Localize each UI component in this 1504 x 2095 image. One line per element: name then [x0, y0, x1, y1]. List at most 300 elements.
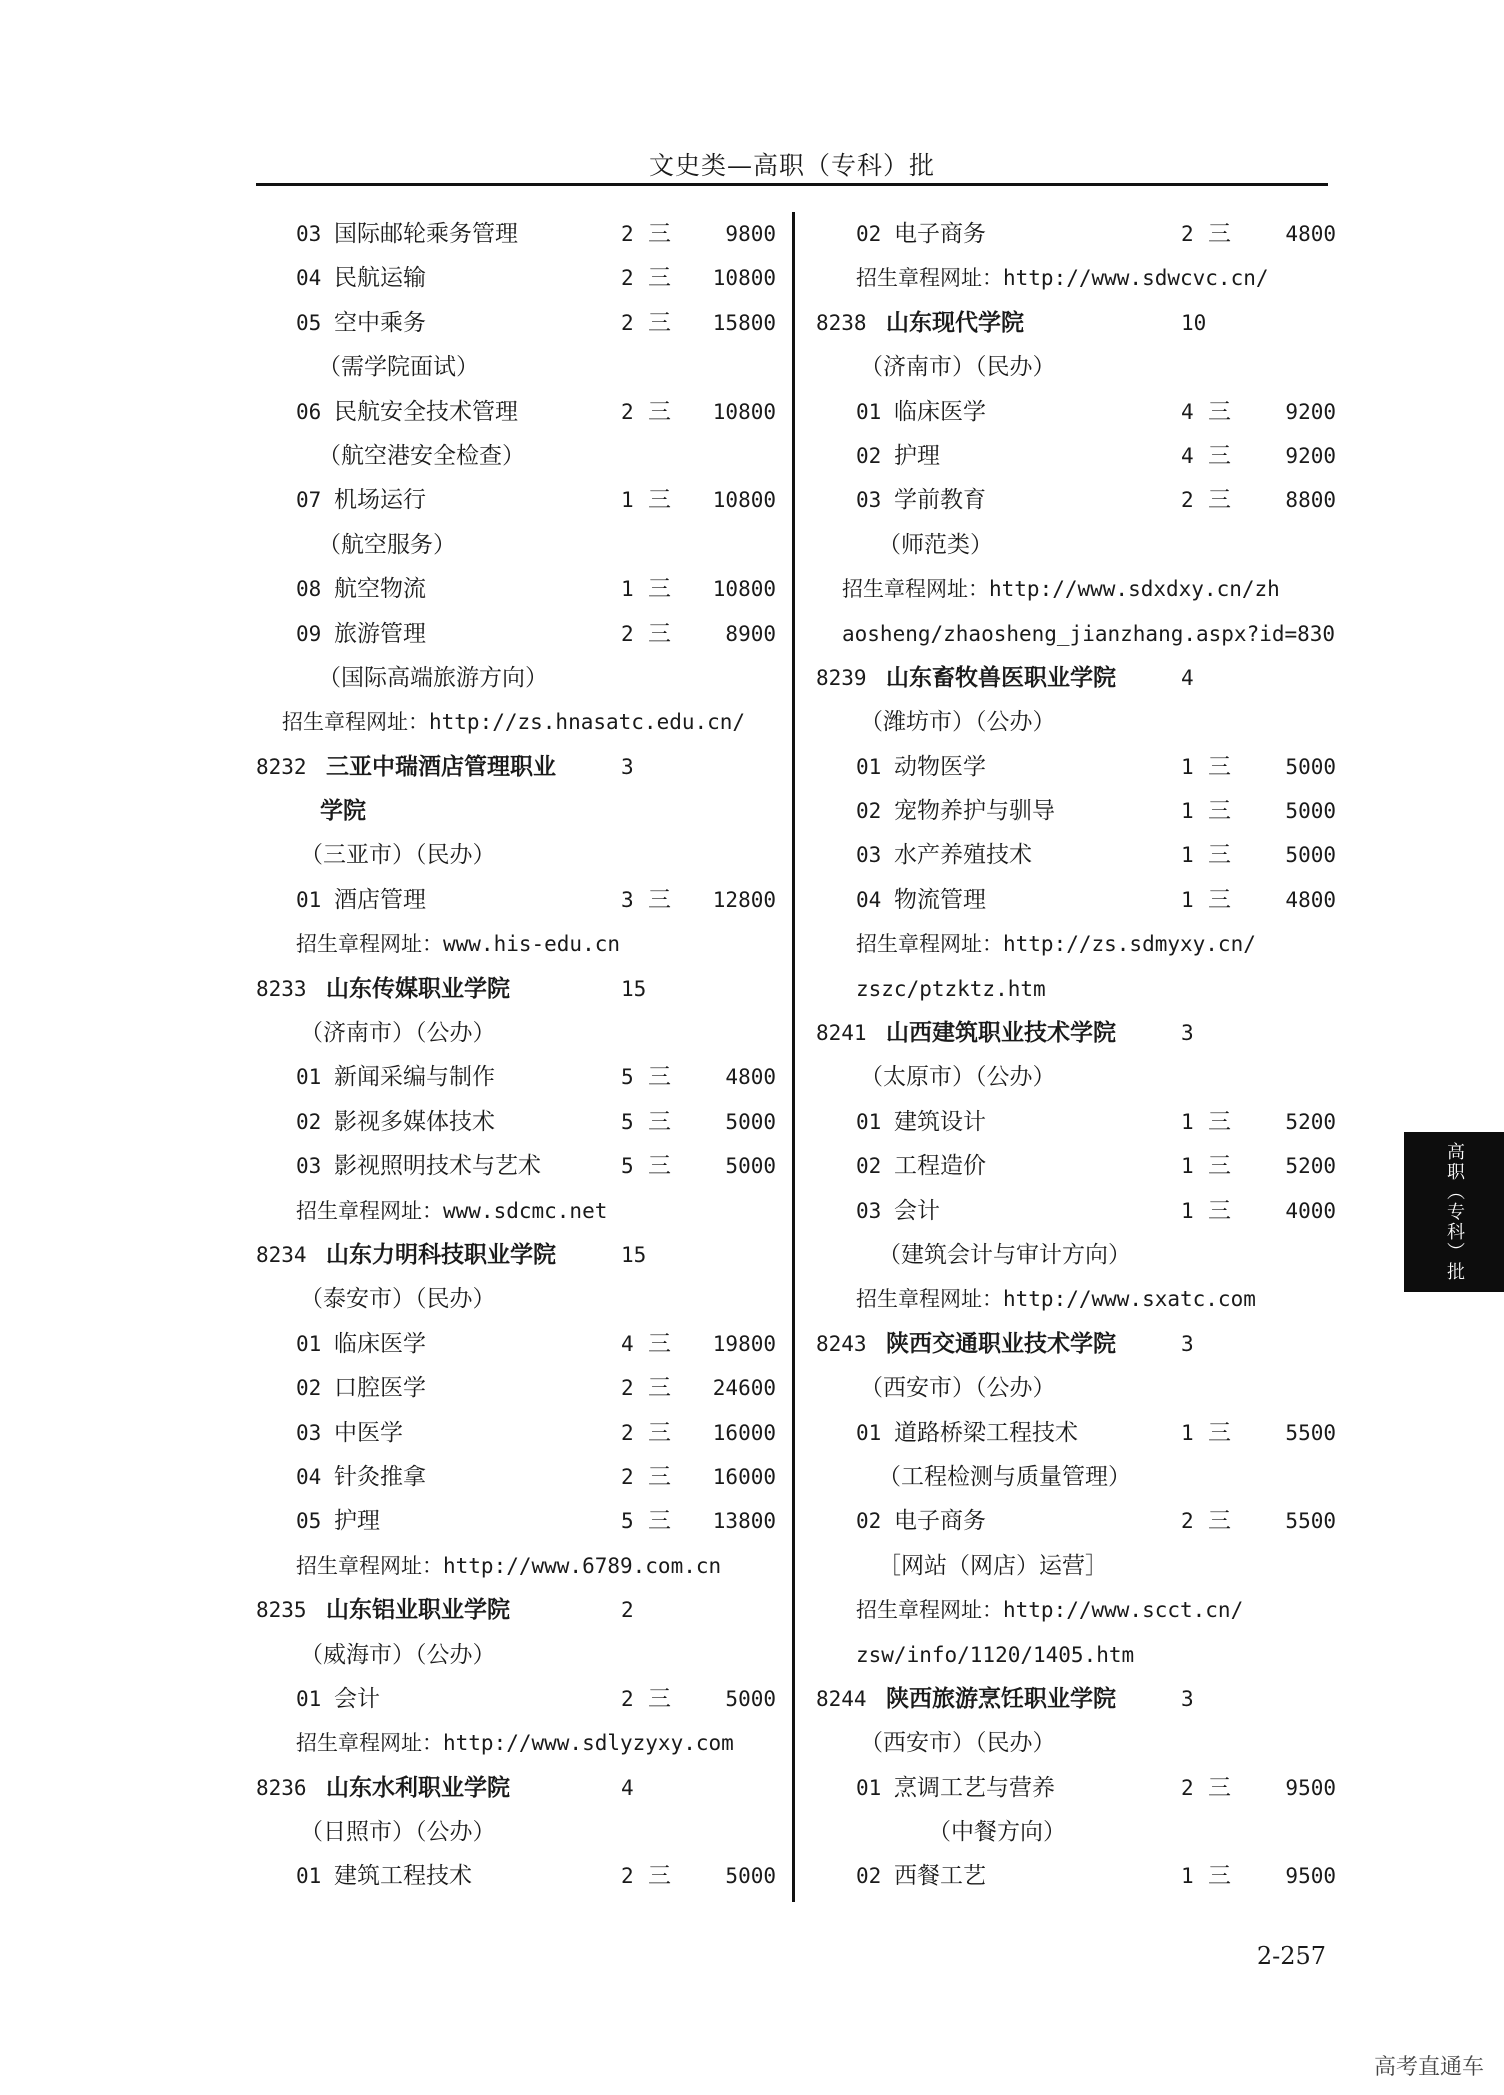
major-duration: 三 [648, 1330, 671, 1357]
college-location [816, 700, 1336, 744]
admission-url-text: 招生章程网址：http://www.6789.com.cn [296, 1553, 722, 1578]
admission-url [816, 567, 1336, 611]
major-row [816, 1100, 1336, 1144]
college-code: 8239 [816, 665, 867, 690]
major-duration: 三 [1208, 1108, 1231, 1135]
major-note [816, 1455, 1336, 1499]
major-duration: 三 [1208, 1774, 1231, 1801]
major-duration: 三 [1208, 1419, 1231, 1446]
admission-url-text: 招生章程网址：http://zs.sdmyxy.cn/ [856, 932, 1256, 957]
admission-url-text: 招生章程网址：http://www.sdwcvc.cn/ [856, 266, 1269, 291]
major-row [256, 1411, 776, 1455]
major-plan-count: 4 [1181, 399, 1194, 424]
admission-url-text: 招生章程网址：http://www.scct.cn/ [856, 1598, 1244, 1623]
major-duration: 三 [1208, 398, 1231, 425]
major-plan-count: 2 [621, 1686, 634, 1711]
major-name: 影视照明技术与艺术 [334, 1153, 541, 1180]
major-plan-count: 1 [1181, 799, 1194, 824]
note-text: （航空港安全检查） [318, 442, 525, 469]
major-plan-count: 5 [621, 1109, 634, 1134]
major-tuition: 4800 [1285, 222, 1336, 246]
college-location [816, 345, 1336, 389]
college-location [256, 1633, 776, 1677]
major-tuition: 5500 [1285, 1420, 1336, 1445]
major-plan-count: 2 [1181, 1775, 1194, 1800]
major-row [256, 1144, 776, 1188]
major-row [256, 390, 776, 434]
major-code: 03 [856, 1198, 882, 1223]
major-code: 01 [296, 1065, 322, 1090]
college-code: 8235 [256, 1598, 307, 1623]
major-tuition: 4000 [1285, 1198, 1336, 1223]
major-tuition: 4800 [1285, 887, 1336, 912]
admission-url-text: 招生章程网址：www.sdcmc.net [296, 1198, 608, 1223]
major-name: 动物医学 [894, 753, 986, 780]
major-row [256, 212, 776, 256]
college-location [256, 1810, 776, 1854]
major-duration: 三 [648, 1463, 671, 1490]
major-row [256, 1854, 776, 1898]
major-tuition: 5000 [1285, 754, 1336, 779]
major-note [816, 1810, 1336, 1854]
college-code: 8243 [816, 1331, 867, 1356]
major-name: 道路桥梁工程技术 [894, 1419, 1078, 1446]
major-duration: 三 [1208, 487, 1231, 514]
college-location [256, 1277, 776, 1321]
major-row [816, 434, 1336, 478]
major-tuition: 5200 [1285, 1109, 1336, 1134]
major-code: 03 [296, 222, 322, 246]
major-row [256, 567, 776, 611]
major-duration: 三 [1208, 753, 1231, 780]
major-tuition: 9500 [1285, 1864, 1336, 1889]
college-name: 山东水利职业学院 [326, 1773, 510, 1801]
major-duration: 三 [1208, 798, 1231, 825]
major-duration: 三 [648, 1375, 671, 1402]
major-plan-count: 1 [1181, 843, 1194, 868]
major-plan-count: 2 [621, 399, 634, 424]
major-name: 酒店管理 [334, 886, 426, 913]
major-code: 01 [296, 1864, 322, 1889]
major-code: 01 [296, 1686, 322, 1711]
college-plan-count: 15 [621, 976, 647, 1001]
note-text: （建筑会计与审计方向） [878, 1241, 1131, 1268]
major-row [816, 1144, 1336, 1188]
major-code: 03 [856, 843, 882, 868]
note-text: （中餐方向） [928, 1819, 1066, 1846]
admission-url [816, 612, 1336, 656]
major-plan-count: 3 [621, 887, 634, 912]
major-tuition: 5000 [725, 1154, 776, 1179]
major-code: 03 [296, 1420, 322, 1445]
major-row [816, 1854, 1336, 1898]
major-code: 05 [296, 1509, 322, 1534]
major-duration: 三 [648, 265, 671, 292]
major-code: 02 [856, 1864, 882, 1889]
major-plan-count: 2 [621, 1420, 634, 1445]
major-tuition: 10800 [712, 399, 776, 424]
college-plan-count: 4 [621, 1775, 634, 1800]
major-plan-count: 1 [1181, 1198, 1194, 1223]
major-duration: 三 [648, 576, 671, 603]
college-code: 8236 [256, 1775, 307, 1800]
major-name: 工程造价 [894, 1153, 986, 1180]
major-tuition: 9800 [725, 222, 776, 246]
major-code: 08 [296, 577, 322, 602]
college-name: 山东力明科技职业学院 [326, 1240, 556, 1268]
major-tuition: 5000 [1285, 799, 1336, 824]
admission-url-text: aosheng/zhaosheng_jianzhang.aspx?id=830 [842, 621, 1336, 646]
major-duration: 三 [648, 1863, 671, 1890]
major-note [816, 1233, 1336, 1277]
major-duration: 三 [1208, 886, 1231, 913]
college-plan-count: 3 [1181, 1021, 1194, 1046]
major-note [256, 434, 776, 478]
major-code: 09 [296, 621, 322, 646]
major-name: 建筑工程技术 [334, 1863, 472, 1890]
college-location [816, 1366, 1336, 1410]
major-note [816, 523, 1336, 567]
college-row [816, 1322, 1336, 1366]
college-code: 8238 [816, 310, 867, 335]
major-plan-count: 1 [1181, 1154, 1194, 1179]
college-row [816, 301, 1336, 345]
major-row [256, 1677, 776, 1721]
college-row [256, 1233, 776, 1277]
major-name: 烹调工艺与营养 [894, 1774, 1055, 1801]
major-name: 临床医学 [894, 398, 986, 425]
major-tuition: 4800 [725, 1065, 776, 1090]
major-code: 02 [296, 1109, 322, 1134]
college-row [816, 1677, 1336, 1721]
major-tuition: 16000 [712, 1464, 776, 1489]
major-name: 旅游管理 [334, 620, 426, 647]
major-plan-count: 2 [621, 310, 634, 335]
major-duration: 三 [648, 1419, 671, 1446]
major-name: 电子商务 [894, 1508, 986, 1535]
watermark: 高考直通车 [1373, 2055, 1484, 2080]
major-tuition: 16000 [712, 1420, 776, 1445]
admission-url [256, 1544, 776, 1588]
note-text: ［网站（网店）运营］ [878, 1552, 1108, 1579]
major-name: 护理 [334, 1508, 380, 1535]
admission-url [256, 922, 776, 966]
major-duration: 三 [648, 398, 671, 425]
major-code: 06 [296, 399, 322, 424]
admission-url-text: 招生章程网址：http://zs.hnasatc.edu.cn/ [282, 710, 746, 735]
page-header-title: 文史类—高职（专科）批 [648, 151, 935, 180]
major-row [816, 789, 1336, 833]
major-tuition: 12800 [712, 887, 776, 912]
location-text: （济南市）（民办） [860, 354, 1056, 381]
major-name: 会计 [894, 1197, 940, 1224]
admission-url-text: 招生章程网址：http://www.sxatc.com [856, 1287, 1256, 1312]
left-column [256, 212, 776, 1899]
college-code: 8233 [256, 976, 307, 1001]
admission-url [816, 1277, 1336, 1321]
location-text: （三亚市）（民办） [300, 842, 496, 869]
major-tuition: 9500 [1285, 1775, 1336, 1800]
college-location [816, 1721, 1336, 1765]
admission-url-text: 招生章程网址：http://www.sdxdxy.cn/zh [842, 577, 1280, 602]
college-row [256, 1766, 776, 1810]
major-name: 物流管理 [894, 886, 986, 913]
major-duration: 三 [648, 221, 671, 247]
admission-url [256, 1721, 776, 1765]
college-row [256, 967, 776, 1011]
major-code: 04 [296, 266, 322, 291]
major-name: 针灸推拿 [334, 1463, 426, 1490]
major-code: 03 [856, 488, 882, 513]
major-plan-count: 1 [1181, 1420, 1194, 1445]
major-duration: 三 [648, 886, 671, 913]
college-plan-count: 10 [1181, 310, 1207, 335]
college-location [256, 1011, 776, 1055]
major-tuition: 5000 [1285, 843, 1336, 868]
location-text: （泰安市）（民办） [300, 1286, 496, 1313]
major-plan-count: 2 [1181, 222, 1194, 246]
major-code: 01 [296, 887, 322, 912]
major-duration: 三 [1208, 1197, 1231, 1224]
major-duration: 三 [648, 1108, 671, 1135]
major-duration: 三 [648, 1685, 671, 1712]
major-row [256, 1499, 776, 1543]
major-row [256, 256, 776, 300]
major-plan-count: 2 [1181, 1509, 1194, 1534]
college-location [816, 1055, 1336, 1099]
major-plan-count: 5 [621, 1154, 634, 1179]
major-name: 影视多媒体技术 [334, 1108, 495, 1135]
location-text: （西安市）（公办） [860, 1375, 1056, 1402]
major-note [256, 656, 776, 700]
major-name: 临床医学 [334, 1330, 426, 1357]
major-name: 民航安全技术管理 [334, 398, 518, 425]
major-row [256, 1366, 776, 1410]
major-code: 01 [856, 1109, 882, 1134]
major-duration: 三 [1208, 221, 1231, 247]
major-plan-count: 1 [1181, 887, 1194, 912]
major-duration: 三 [1208, 842, 1231, 869]
major-tuition: 5000 [725, 1864, 776, 1889]
college-plan-count: 3 [1181, 1331, 1194, 1356]
college-plan-count: 3 [621, 754, 634, 779]
major-row [256, 1055, 776, 1099]
major-tuition: 5000 [725, 1109, 776, 1134]
admission-url [256, 700, 776, 744]
college-plan-count: 4 [1181, 665, 1194, 690]
major-code: 02 [856, 1509, 882, 1534]
major-name: 建筑设计 [894, 1108, 986, 1135]
major-name: 西餐工艺 [894, 1863, 986, 1890]
major-tuition: 5200 [1285, 1154, 1336, 1179]
major-tuition: 8900 [725, 621, 776, 646]
college-plan-count: 2 [621, 1598, 634, 1623]
major-code: 02 [856, 1154, 882, 1179]
major-tuition: 5500 [1285, 1509, 1336, 1534]
right-column [816, 212, 1336, 1899]
major-name: 护理 [894, 442, 940, 469]
column-divider [792, 212, 795, 1902]
major-row [256, 612, 776, 656]
major-name: 国际邮轮乘务管理 [334, 221, 518, 247]
major-plan-count: 5 [621, 1065, 634, 1090]
major-name: 新闻采编与制作 [334, 1064, 495, 1091]
location-text: （日照市）（公办） [300, 1819, 496, 1846]
page-number: 2-257 [1256, 1942, 1326, 1970]
major-name: 民航运输 [334, 265, 426, 292]
location-text: （潍坊市）（公办） [860, 709, 1056, 736]
major-plan-count: 5 [621, 1509, 634, 1534]
major-row [256, 1322, 776, 1366]
admission-url [816, 967, 1336, 1011]
major-tuition: 10800 [712, 266, 776, 291]
major-row [256, 478, 776, 522]
header-rule [256, 183, 1328, 186]
major-plan-count: 2 [621, 266, 634, 291]
major-row [816, 390, 1336, 434]
college-code: 8234 [256, 1242, 307, 1267]
major-duration: 三 [648, 309, 671, 336]
major-tuition: 8800 [1285, 488, 1336, 513]
major-duration: 三 [648, 620, 671, 647]
note-text: （需学院面试） [318, 354, 479, 381]
major-duration: 三 [1208, 1508, 1231, 1535]
major-tuition: 10800 [712, 488, 776, 513]
admission-url-text: 招生章程网址：http://www.sdlyzyxy.com [296, 1731, 734, 1756]
college-name: 山东铝业职业学院 [326, 1596, 510, 1624]
college-code: 8244 [816, 1686, 867, 1711]
college-name: 山东传媒职业学院 [326, 974, 510, 1002]
major-code: 07 [296, 488, 322, 513]
location-text: （威海市）（公办） [300, 1641, 496, 1668]
major-tuition: 19800 [712, 1331, 776, 1356]
major-plan-count: 2 [621, 1864, 634, 1889]
location-text: （太原市）（公办） [860, 1064, 1056, 1091]
major-name: 中医学 [334, 1419, 403, 1446]
college-name: 山东现代学院 [886, 308, 1024, 336]
major-name: 会计 [334, 1685, 380, 1712]
major-tuition: 9200 [1285, 399, 1336, 424]
major-plan-count: 1 [1181, 1864, 1194, 1889]
major-row [816, 833, 1336, 877]
major-plan-count: 4 [621, 1331, 634, 1356]
college-location [256, 833, 776, 877]
note-text: （师范类） [878, 531, 993, 558]
major-tuition: 13800 [712, 1509, 776, 1534]
major-plan-count: 1 [621, 488, 634, 513]
major-row [816, 1189, 1336, 1233]
college-name-cont-text: 学院 [320, 797, 366, 825]
college-row [816, 656, 1336, 700]
note-text: （工程检测与质量管理） [878, 1463, 1131, 1490]
major-code: 02 [856, 799, 882, 824]
major-plan-count: 2 [621, 1464, 634, 1489]
major-plan-count: 4 [1181, 443, 1194, 468]
major-code: 01 [296, 1331, 322, 1356]
major-code: 02 [856, 443, 882, 468]
major-row [816, 1766, 1336, 1810]
side-section-tab [1404, 1132, 1504, 1292]
note-text: （航空服务） [318, 531, 456, 558]
major-row [816, 1499, 1336, 1543]
major-tuition: 15800 [712, 310, 776, 335]
major-plan-count: 1 [621, 577, 634, 602]
major-name: 学前教育 [894, 487, 986, 514]
admission-url [816, 1588, 1336, 1632]
major-duration: 三 [1208, 442, 1231, 469]
major-plan-count: 1 [1181, 754, 1194, 779]
major-plan-count: 2 [1181, 488, 1194, 513]
college-plan-count: 15 [621, 1242, 647, 1267]
college-plan-count: 3 [1181, 1686, 1194, 1711]
major-tuition: 10800 [712, 577, 776, 602]
major-code: 02 [856, 222, 882, 246]
college-name: 三亚中瑞酒店管理职业 [326, 752, 556, 780]
major-duration: 三 [648, 1064, 671, 1091]
major-row [256, 1100, 776, 1144]
major-row [816, 878, 1336, 922]
major-code: 01 [856, 1775, 882, 1800]
major-plan-count: 1 [1181, 1109, 1194, 1134]
major-name: 口腔医学 [334, 1375, 426, 1402]
college-name: 陕西旅游烹饪职业学院 [886, 1684, 1116, 1712]
major-code: 03 [296, 1154, 322, 1179]
admission-url-text: zszc/ptzktz.htm [856, 976, 1046, 1001]
major-row [256, 878, 776, 922]
college-name: 山西建筑职业技术学院 [886, 1019, 1116, 1047]
major-code: 05 [296, 310, 322, 335]
major-duration: 三 [648, 1153, 671, 1180]
major-row [256, 301, 776, 345]
major-note [816, 1544, 1336, 1588]
college-row [256, 745, 776, 789]
admission-url [816, 256, 1336, 300]
major-name: 电子商务 [894, 221, 986, 247]
major-duration: 三 [1208, 1153, 1231, 1180]
major-plan-count: 2 [621, 1376, 634, 1401]
admission-url [816, 922, 1336, 966]
college-name: 山东畜牧兽医职业学院 [886, 663, 1116, 691]
major-duration: 三 [648, 487, 671, 514]
admission-url [256, 1189, 776, 1233]
major-code: 01 [856, 399, 882, 424]
major-tuition: 24600 [712, 1376, 776, 1401]
major-tuition: 9200 [1285, 443, 1336, 468]
major-row [816, 1411, 1336, 1455]
location-text: （济南市）（公办） [300, 1020, 496, 1047]
major-plan-count: 2 [621, 222, 634, 246]
major-code: 02 [296, 1376, 322, 1401]
major-name: 宠物养护与驯导 [894, 798, 1055, 825]
admission-url-text: zsw/info/1120/1405.htm [856, 1642, 1135, 1667]
major-code: 04 [856, 887, 882, 912]
major-code: 04 [296, 1464, 322, 1489]
college-code: 8241 [816, 1021, 867, 1046]
major-name: 机场运行 [334, 487, 426, 514]
major-duration: 三 [1208, 1863, 1231, 1890]
major-name: 空中乘务 [334, 309, 426, 336]
note-text: （国际高端旅游方向） [318, 664, 548, 691]
admission-url-text: 招生章程网址：www.his-edu.cn [296, 932, 621, 957]
side-tab-label: 高职（专科）批 [1444, 1142, 1465, 1282]
college-row [816, 1011, 1336, 1055]
major-tuition: 5000 [725, 1686, 776, 1711]
major-code: 01 [856, 1420, 882, 1445]
major-row [816, 478, 1336, 522]
major-code: 01 [856, 754, 882, 779]
admission-url [816, 1633, 1336, 1677]
major-note [256, 523, 776, 567]
